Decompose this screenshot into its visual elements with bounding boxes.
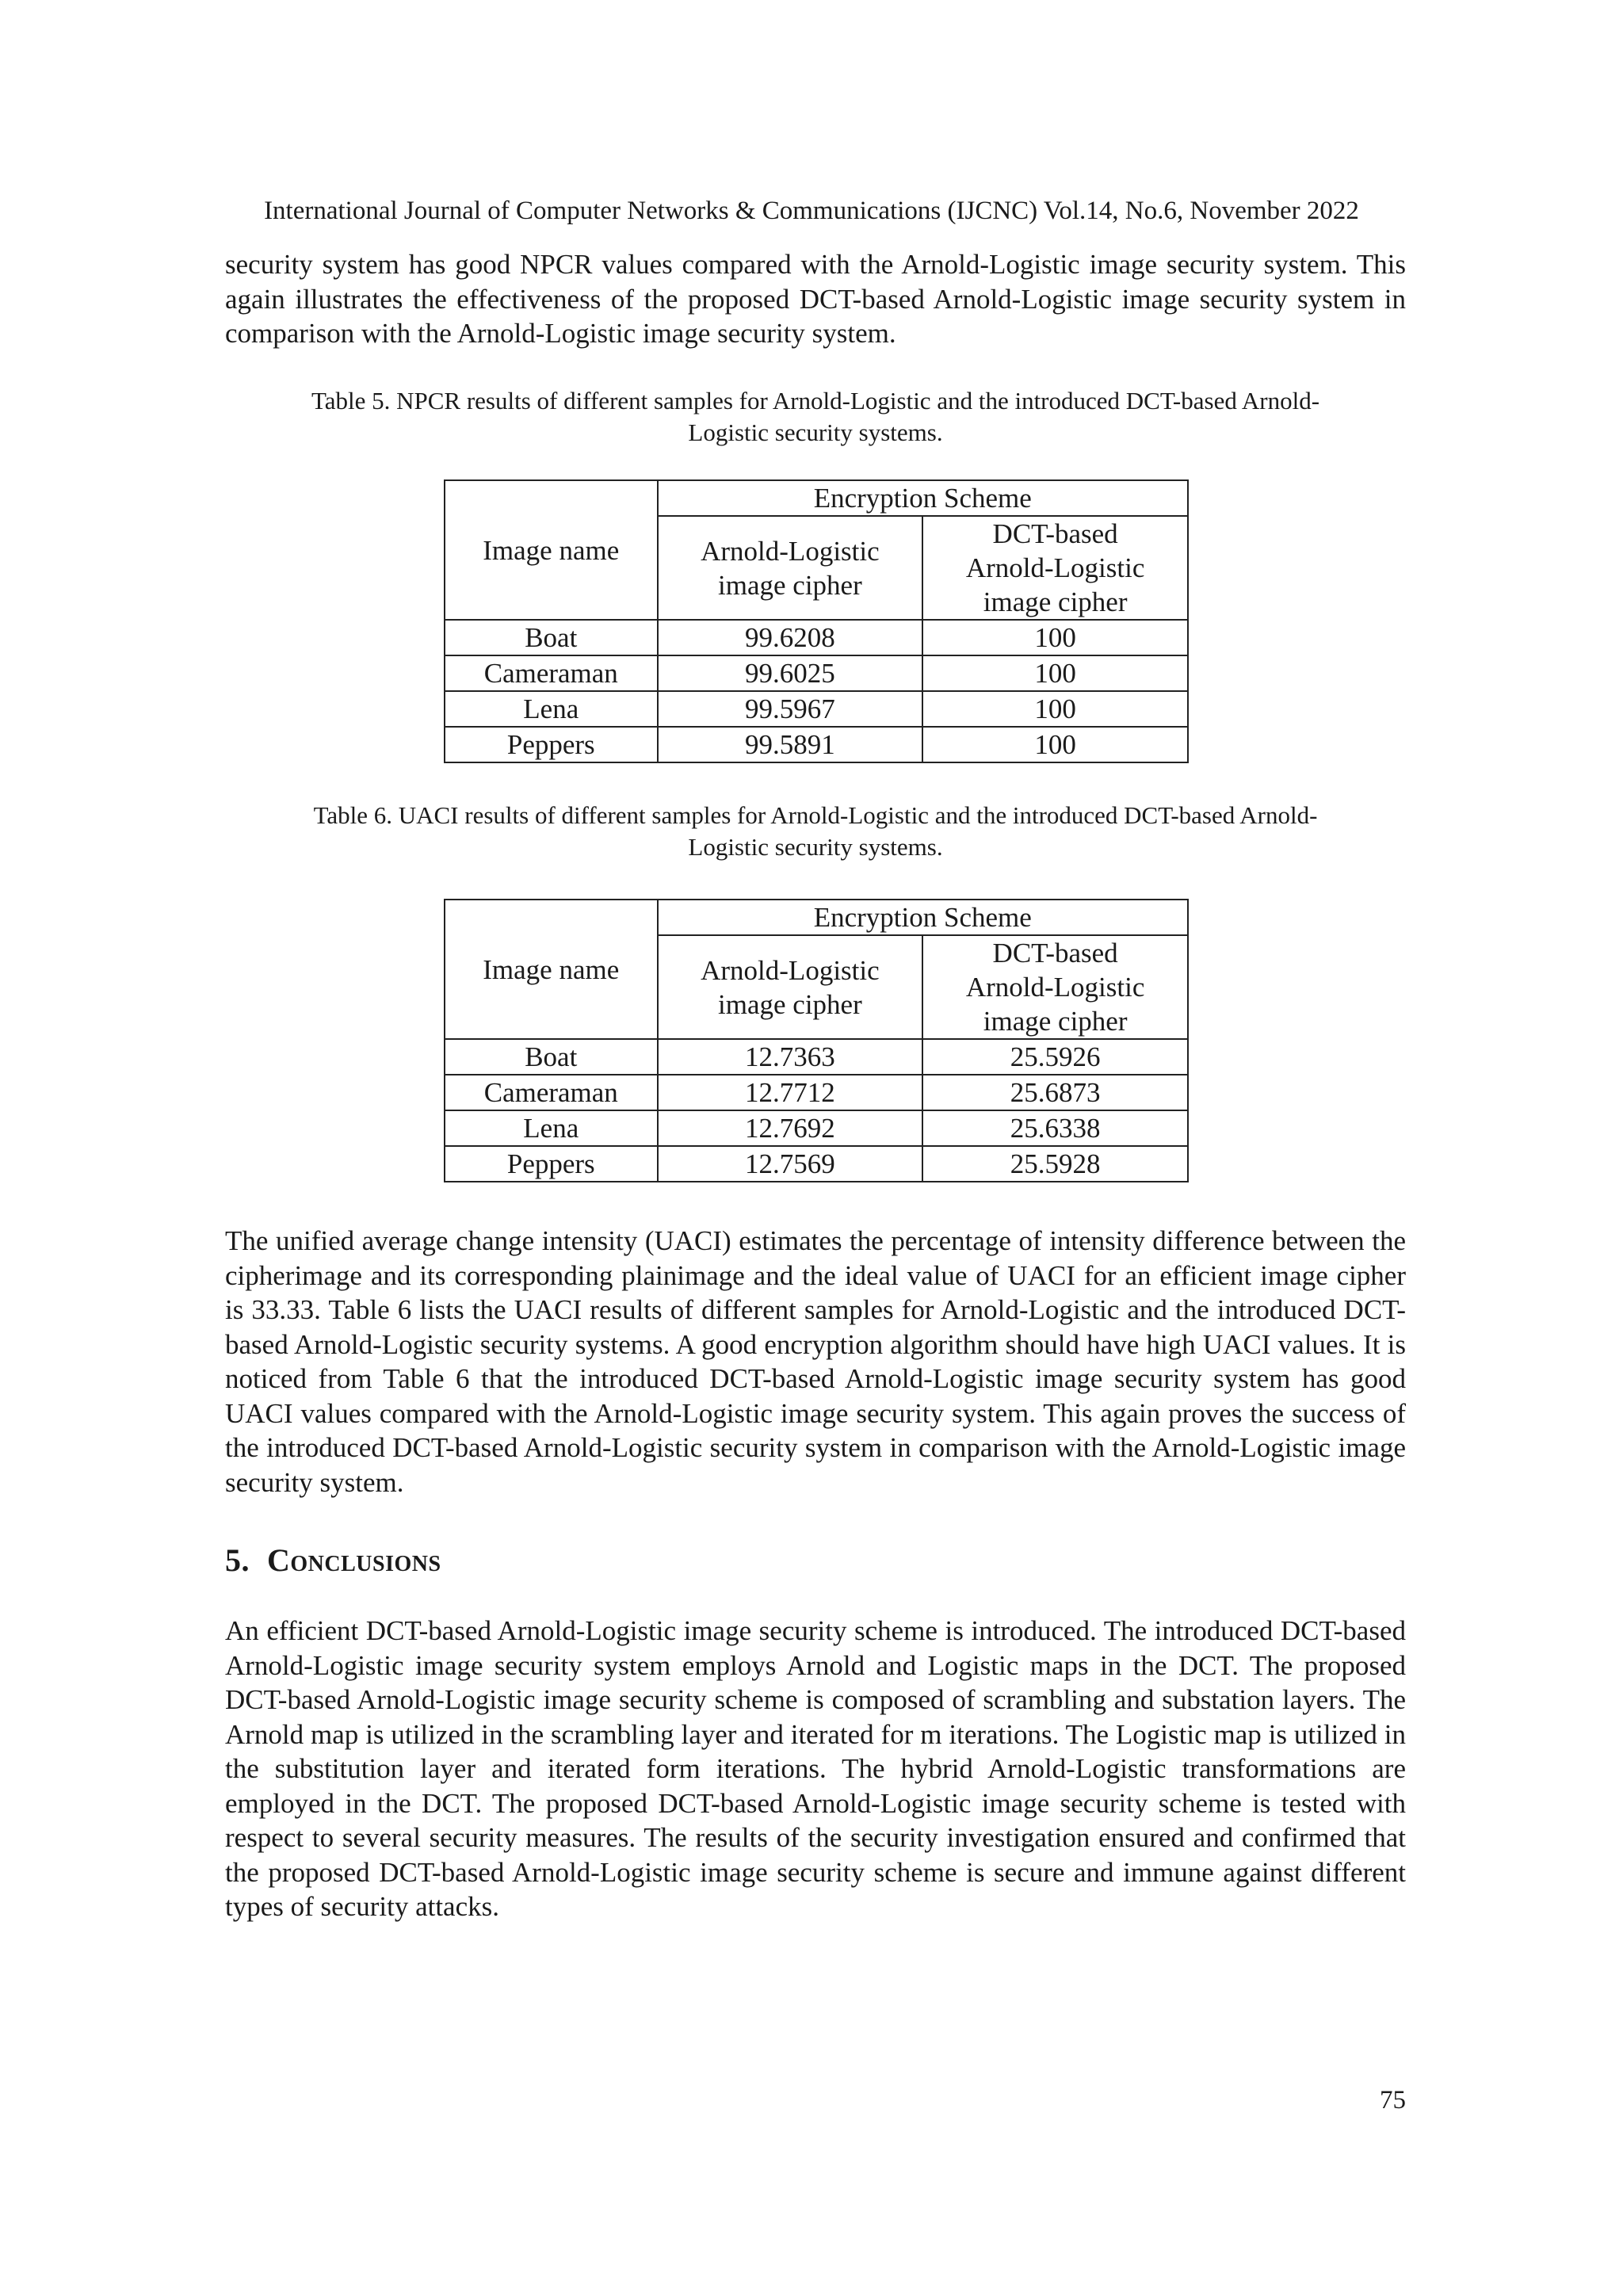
section-heading-conclusions xyxy=(225,1541,441,1580)
table5-col-image-name: Image name xyxy=(445,480,658,620)
table6-col-b-line3: image cipher xyxy=(983,1006,1128,1037)
table5-caption-line1: Table 5. NPCR results of different samples for Arnold-Logistic and the introduced DCT-based Arnold- xyxy=(311,387,1320,415)
table-row xyxy=(445,691,1188,727)
table6-row-name: Peppers xyxy=(445,1146,658,1182)
table6-row-a: 12.7712 xyxy=(658,1075,923,1110)
table6-row-b: 25.5926 xyxy=(922,1039,1188,1075)
table-row xyxy=(445,620,1188,655)
table5-row-a: 99.5891 xyxy=(658,727,923,762)
paragraph-uaci: The unified average change intensity (UACI) estimates the percentage of intensity difference between the cipherimage and its corresponding plainimage and the ideal value of UACI for an efficient image cipher is 33.33. Table 6 lists the UACI results of different samples for Arnold-Logistic and the introduced DCT-based Arnold-Logistic security systems. A good encryption algorithm should have high UACI values. It is noticed from Table 6 that the introduced DCT-based Arnold-Logistic image security system has good UACI values compared with the Arnold-Logistic image security system. This again proves the success of the introduced DCT-based Arnold-Logistic security system in comparison with the Arnold-Logistic image security system. xyxy=(225,1225,1406,1498)
table6-row-name: Boat xyxy=(445,1039,658,1075)
table6-row-b: 25.6873 xyxy=(922,1075,1188,1110)
table5-npcr xyxy=(444,479,1189,763)
table5-col-dct-arnold-logistic xyxy=(922,516,1188,620)
table5-row-b: 100 xyxy=(922,727,1188,762)
table5-row-b: 100 xyxy=(922,655,1188,691)
table6-row-a: 12.7569 xyxy=(658,1146,923,1182)
table5-header-row xyxy=(445,480,1188,516)
table6-row-name: Cameraman xyxy=(445,1075,658,1110)
table6-caption-line2: Logistic security systems. xyxy=(688,833,943,861)
table6-col-a-line1: Arnold-Logistic xyxy=(701,954,880,986)
table6-col-a-line2: image cipher xyxy=(718,988,862,1020)
table6-row-b: 25.5928 xyxy=(922,1146,1188,1182)
table6-caption xyxy=(225,800,1406,863)
journal-header: International Journal of Computer Networks & Communications (IJCNC) Vol.14, No.6, November 2022 xyxy=(264,197,1359,225)
section-title: Conclusions xyxy=(267,1542,441,1578)
paragraph-conclusions: An efficient DCT-based Arnold-Logistic image security scheme is introduced. The introduced DCT-based Arnold-Logistic image security system employs Arnold and Logistic maps in the DCT. The proposed DCT-based Arnold-Logistic image security scheme is composed of scrambling and substation layers. The Arnold map is utilized in the scrambling layer and iterated for m iterations. The Logistic map is utilized in the substitution layer and iterated form iterations. The hybrid Arnold-Logistic transformations are employed in the DCT. The proposed DCT-based Arnold-Logistic image security scheme is tested with respect to several security measures. The results of the security investigation ensured and confirmed that the proposed DCT-based Arnold-Logistic image security scheme is secure and immune against different types of security attacks. xyxy=(225,1615,1406,1922)
table5-row-name: Peppers xyxy=(445,727,658,762)
table5-group-header: Encryption Scheme xyxy=(658,480,1188,516)
table-row xyxy=(445,1110,1188,1146)
table5-row-name: Boat xyxy=(445,620,658,655)
table5-row-a: 99.6025 xyxy=(658,655,923,691)
paragraph-npcr-conclusion: security system has good NPCR values compared with the Arnold-Logistic image security system. This again illustrates the effectiveness of the proposed DCT-based Arnold-Logistic image security system in comparison with the Arnold-Logistic image security system. xyxy=(225,249,1406,349)
table6-group-header: Encryption Scheme xyxy=(658,900,1188,935)
table-row xyxy=(445,1039,1188,1075)
table5-row-b: 100 xyxy=(922,691,1188,727)
table5-caption xyxy=(225,385,1406,449)
section-number: 5. xyxy=(225,1542,250,1578)
table5-col-arnold-logistic xyxy=(658,516,923,620)
table6-row-a: 12.7692 xyxy=(658,1110,923,1146)
page-number: 75 xyxy=(1380,2086,1406,2115)
table6-caption-line1: Table 6. UACI results of different samples for Arnold-Logistic and the introduced DCT-based Arnold- xyxy=(313,801,1318,829)
table6-row-name: Lena xyxy=(445,1110,658,1146)
table-row xyxy=(445,1075,1188,1110)
table6-col-b-line1: DCT-based xyxy=(992,938,1118,968)
table-row xyxy=(445,727,1188,762)
table6-header-row xyxy=(445,900,1188,935)
table6-col-image-name: Image name xyxy=(445,900,658,1039)
table5-col-b-line1: DCT-based xyxy=(992,518,1118,549)
table-row xyxy=(445,655,1188,691)
table5-row-a: 99.5967 xyxy=(658,691,923,727)
table6-uaci xyxy=(444,899,1189,1182)
table5-row-b: 100 xyxy=(922,620,1188,655)
table6-row-b: 25.6338 xyxy=(922,1110,1188,1146)
table6-col-b-line2: Arnold-Logistic xyxy=(965,972,1145,1003)
table6-row-a: 12.7363 xyxy=(658,1039,923,1075)
table5-col-b-line3: image cipher xyxy=(983,586,1128,617)
table-row xyxy=(445,1146,1188,1182)
table6-col-arnold-logistic xyxy=(658,935,923,1039)
table5-row-name: Cameraman xyxy=(445,655,658,691)
table6-col-dct-arnold-logistic xyxy=(922,935,1188,1039)
table5-col-a-line2: image cipher xyxy=(718,569,862,601)
table5-col-a-line1: Arnold-Logistic xyxy=(701,535,880,567)
table5-row-a: 99.6208 xyxy=(658,620,923,655)
table5-caption-line2: Logistic security systems. xyxy=(688,418,943,446)
table5-col-b-line2: Arnold-Logistic xyxy=(965,552,1145,583)
table5-row-name: Lena xyxy=(445,691,658,727)
